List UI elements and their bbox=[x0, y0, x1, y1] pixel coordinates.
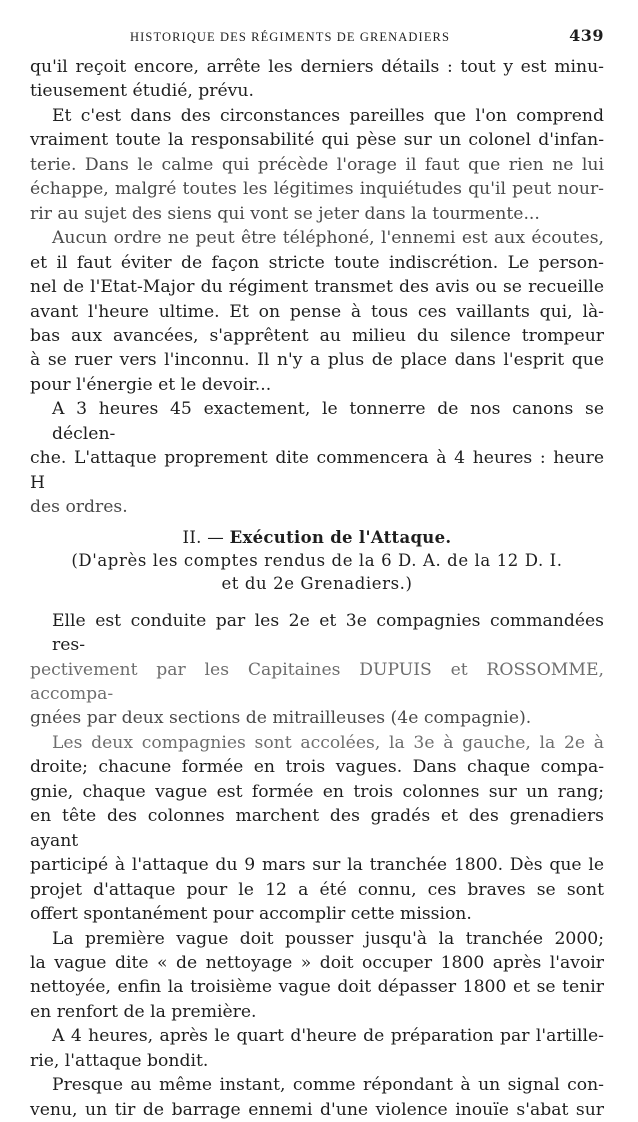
text-line: pour l'énergie et le devoir... bbox=[30, 374, 272, 395]
text-line: gnie, chaque vague est formée en trois colonnes sur un rang; bbox=[30, 781, 604, 802]
text-line: qu'il reçoit encore, arrête les derniers détails : tout y est minu- bbox=[30, 57, 604, 77]
text-line: Aucun ordre ne peut être téléphoné, l'ennemi est aux écoutes, bbox=[52, 228, 604, 249]
text-line: participé à l'attaque du 9 mars sur la tranchée 1800. Dès que le bbox=[30, 855, 604, 876]
paragraph bbox=[30, 609, 604, 731]
text-line: Les deux compagnies sont accolées, la 3e à gauche, la 2e à bbox=[52, 732, 604, 753]
page-number: 439 bbox=[569, 26, 604, 45]
text-line: échappe, malgré toutes les légitimes inquiétudes qu'il peut nour- bbox=[30, 179, 604, 200]
text-line: Et c'est dans des circonstances pareilles que l'on comprend bbox=[52, 105, 604, 126]
paragraph bbox=[30, 731, 604, 927]
text-line: tieusement étudié, prévu. bbox=[30, 81, 254, 102]
paragraph bbox=[30, 1024, 604, 1073]
text-line: pectivement par les Capitaines DUPUIS et ROSSOMME, accompa- bbox=[30, 659, 604, 704]
paragraph bbox=[30, 55, 604, 104]
text-line: La première vague doit pousser jusqu'à la tranchée 2000; bbox=[52, 928, 604, 949]
paragraph bbox=[30, 226, 604, 397]
section-subtitle: et du 2e Grenadiers.) bbox=[221, 573, 413, 593]
text-line: terie. Dans le calme qui précède l'orage il faut que rien ne lui bbox=[30, 154, 604, 175]
running-header bbox=[130, 26, 604, 45]
section-title: Exécution de l'Attaque. bbox=[229, 527, 452, 547]
text-line: offert spontanément pour accomplir cette mission. bbox=[30, 904, 472, 925]
text-line: avant l'heure ultime. Et on pense à tous ces vaillants qui, là- bbox=[30, 301, 604, 322]
text-line: nettoyée, enfin la troisième vague doit dépasser 1800 et se tenir bbox=[30, 977, 604, 998]
section-number: II. — bbox=[182, 527, 225, 547]
paragraph bbox=[30, 397, 604, 519]
text-line: projet d'attaque pour le 12 a été connu, ces braves se sont bbox=[30, 879, 604, 900]
section-heading bbox=[30, 526, 604, 595]
text-line: A 4 heures, après le quart d'heure de préparation par l'artille- bbox=[52, 1026, 604, 1047]
text-line: nel de l'Etat-Major du régiment transmet des avis ou se recueille bbox=[30, 277, 604, 298]
spacer bbox=[30, 595, 604, 609]
text-line: des ordres. bbox=[30, 497, 128, 518]
running-title: HISTORIQUE DES RÉGIMENTS DE GRENADIERS bbox=[130, 30, 451, 44]
text-line: A 3 heures 45 exactement, le tonnerre de nos canons se déclen- bbox=[52, 399, 604, 444]
section-subtitle: (D'après les comptes rendus de la 6 D. A. de la 12 D. I. bbox=[71, 550, 563, 570]
section-title-line bbox=[30, 526, 604, 549]
text-line: Presque au même instant, comme répondant à un signal con- bbox=[52, 1075, 604, 1096]
paragraph bbox=[30, 1073, 604, 1122]
text-line: gnées par deux sections de mitrailleuses (4e compagnie). bbox=[30, 708, 532, 729]
text-line: en renfort de la première. bbox=[30, 1001, 257, 1022]
text-line: à se ruer vers l'inconnu. Il n'y a plus de place dans l'esprit que bbox=[30, 350, 604, 371]
paragraph bbox=[30, 927, 604, 1025]
text-line: vraiment toute la responsabilité qui pèse sur un colonel d'infan- bbox=[30, 130, 604, 151]
text-line: che. L'attaque proprement dite commencera à 4 heures : heure H bbox=[30, 448, 604, 493]
text-line: droite; chacune formée en trois vagues. Dans chaque compa- bbox=[30, 757, 604, 778]
text-line: et il faut éviter de façon stricte toute indiscrétion. Le person- bbox=[30, 252, 604, 273]
text-line: Elle est conduite par les 2e et 3e compagnies commandées res- bbox=[52, 610, 604, 656]
text-line: bas aux avancées, s'apprêtent au milieu du silence trompeur bbox=[30, 325, 604, 346]
text-line: la vague dite « de nettoyage » doit occuper 1800 après l'avoir bbox=[30, 952, 604, 973]
text-line: en tête des colonnes marchent des gradés et des grenadiers ayant bbox=[30, 806, 604, 851]
text-line: rir au sujet des siens qui vont se jeter dans la tourmente... bbox=[30, 203, 540, 224]
paragraph bbox=[30, 104, 604, 226]
text-line: venu, un tir de barrage ennemi d'une violence inouïe s'abat sur bbox=[30, 1099, 604, 1120]
text-line: rie, l'attaque bondit. bbox=[30, 1050, 209, 1071]
